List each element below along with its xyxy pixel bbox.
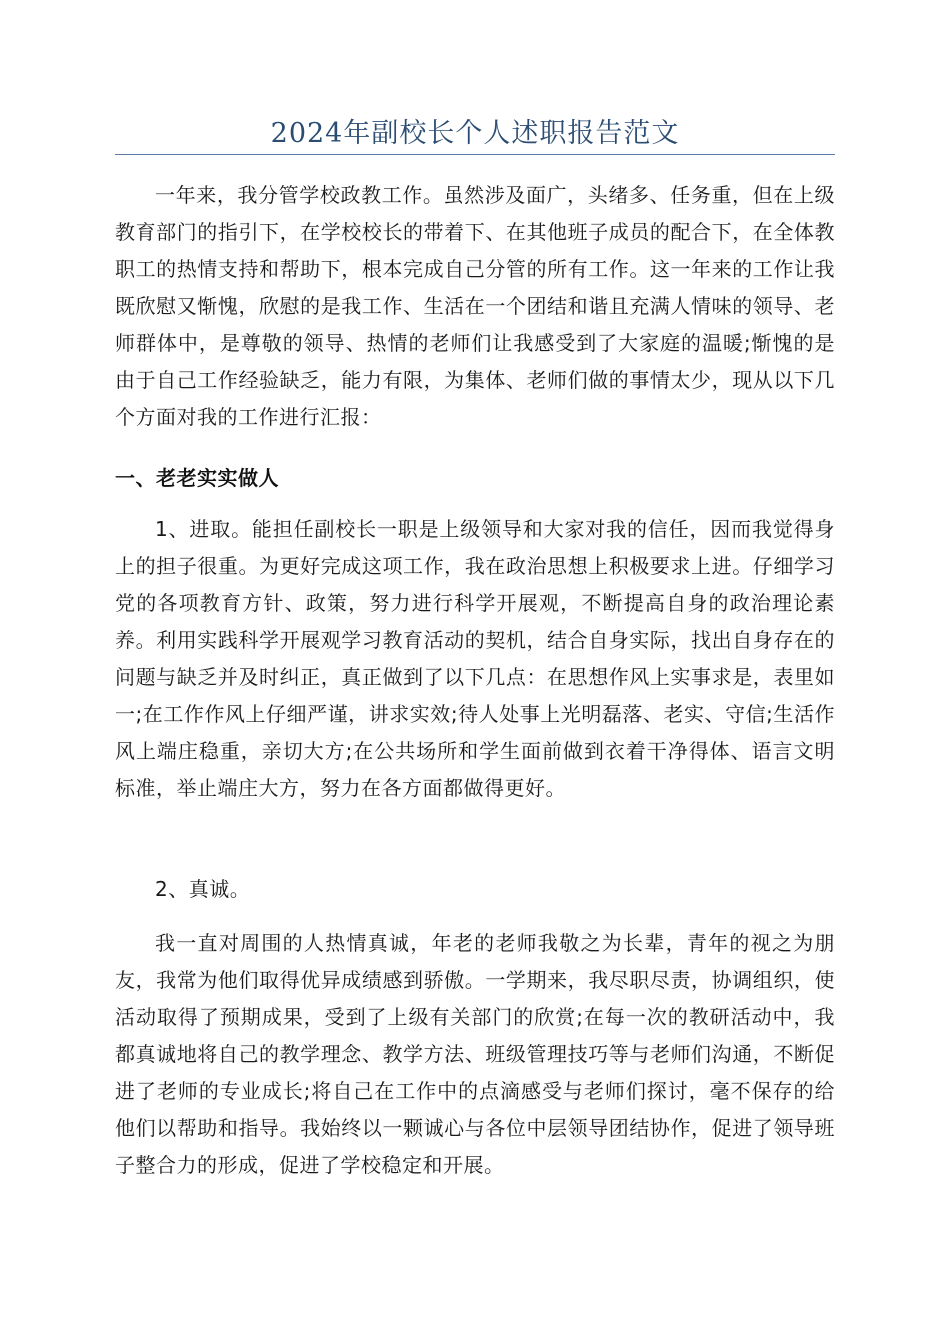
paragraph-sincerity: 我一直对周围的人热情真诚，年老的老师我敬之为长辈，青年的视之为朋友，我常为他们取得优异成绩感到骄傲。一学期来，我尽职尽责，协调组织，使活动取得了预期成果，受到了上级有关部门的欣赏;在每一次的教研活动中，我都真诚地将自己的教学理念、教学方法、班级管理技巧等与老师们沟通，不断促进了老师的专业成长;将自己在工作中的点滴感受与老师们探讨，毫不保存的给他们以帮助和指导。我始终以一颗诚心与各位中层领导团结协作，促进了领导班子整合力的形成，促进了学校稳定和开展。 xyxy=(115,931,835,1177)
paragraph-sincerity-heading: 2、真诚。 xyxy=(155,877,251,901)
intro-paragraph: 一年来，我分管学校政教工作。虽然涉及面广，头绪多、任务重，但在上级教育部门的指引下，在学校校长的带着下、在其他班子成员的配合下，在全体教职工的热情支持和帮助下，根本完成自己分管的所有工作。这一年来的工作让我既欣慰又惭愧，欣慰的是我工作、生活在一个团结和谐且充满人情味的领导、老师群体中，是尊敬的领导、热情的老师们让我感受到了大家庭的温暖;惭愧的是由于自己工作经验缺乏，能力有限，为集体、老师们做的事情太少，现从以下几个方面对我的工作进行汇报： xyxy=(115,183,835,429)
title-underline xyxy=(115,154,835,155)
paragraph-progress: 1、进取。能担任副校长一职是上级领导和大家对我的信任，因而我觉得身上的担子很重。为更好完成这项工作，我在政治思想上积极要求上进。仔细学习党的各项教育方针、政策，努力进行科学开展观，不断提高自身的政治理论素养。利用实践科学开展观学习教育活动的契机，结合自身实际，找出自身存在的问题与缺乏并及时纠正，真正做到了以下几点：在思想作风上实事求是，表里如一;在工作作风上仔细严谨，讲求实效;待人处事上光明磊落、老实、守信;生活作风上端庄稳重，亲切大方;在公共场所和学生面前做到衣着干净得体、语言文明标准，举止端庄大方，努力在各方面都做得更好。 xyxy=(115,517,835,800)
document-title: 2024年副校长个人述职报告范文 xyxy=(270,118,680,149)
section-heading: 一、老老实实做人 xyxy=(115,466,279,490)
